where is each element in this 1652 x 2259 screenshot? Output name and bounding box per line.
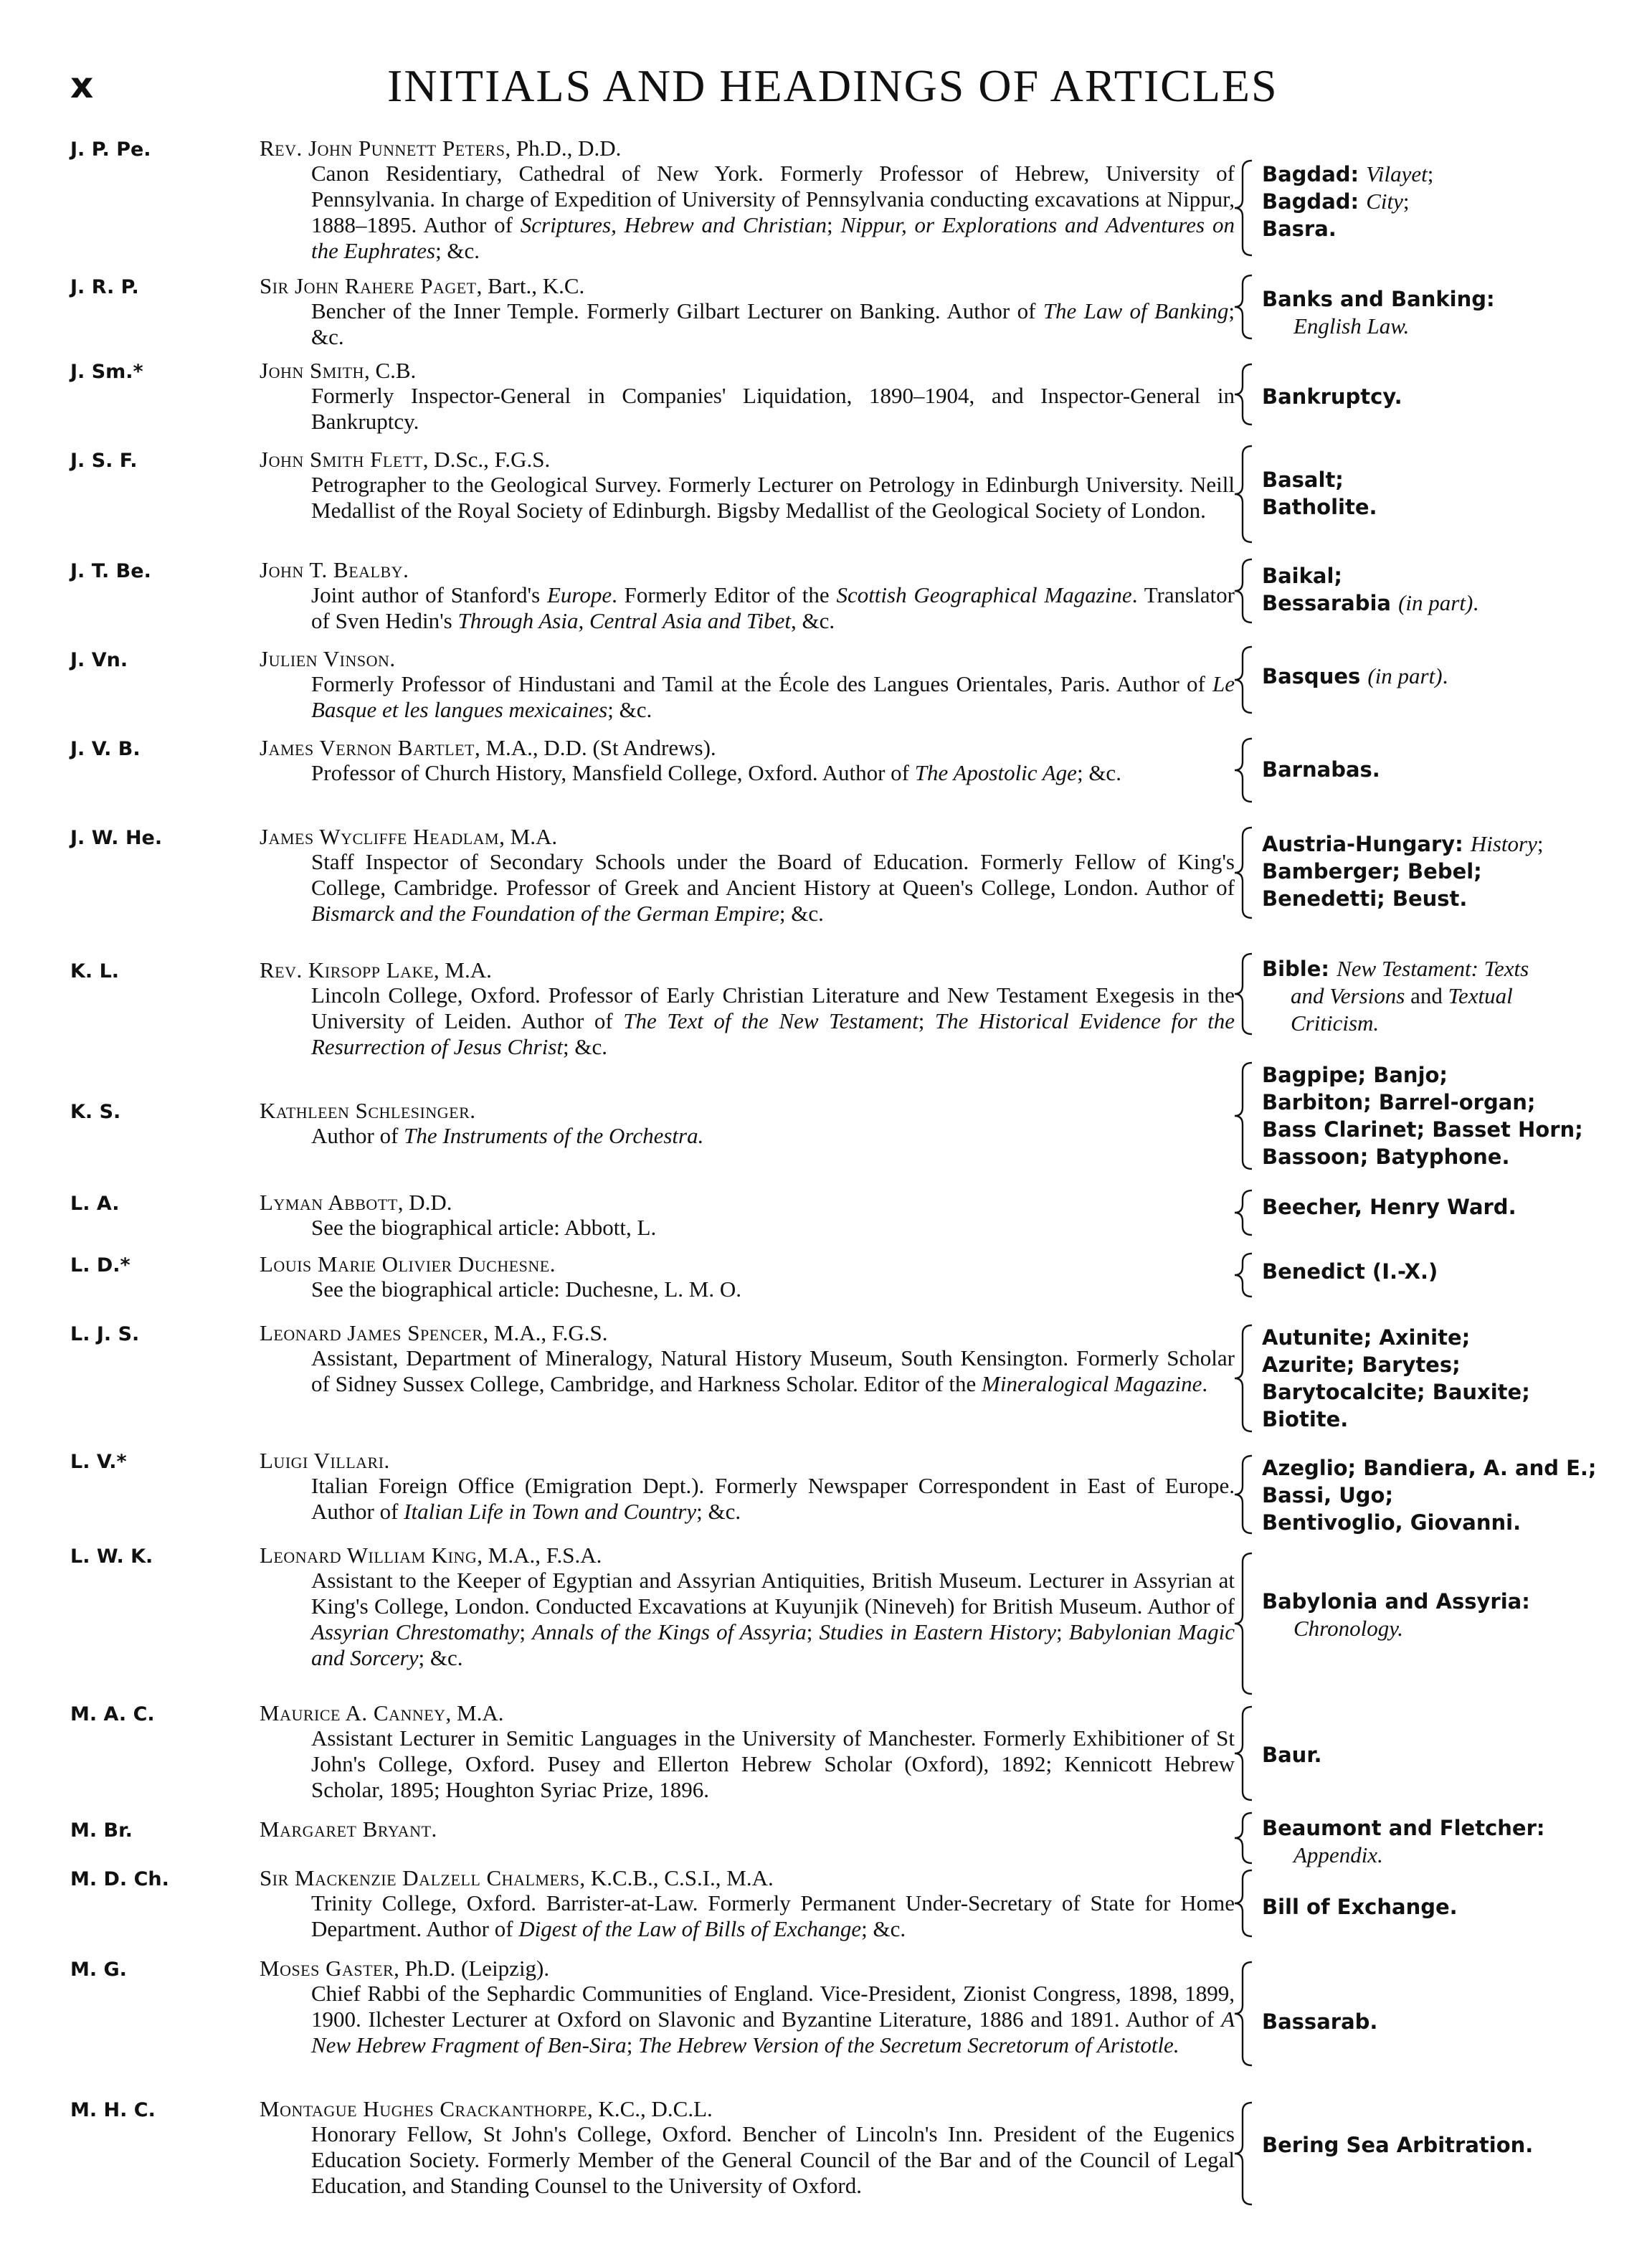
- author-suffix: , M.A., D.D. (St Andrews).: [474, 735, 716, 760]
- article-heading: Baur.: [1262, 1743, 1322, 1767]
- article-heading: Basques (in part).: [1262, 663, 1448, 688]
- author-line: [260, 1866, 1235, 1890]
- article-heading: Beaumont and Fletcher:: [1262, 1816, 1545, 1840]
- initials: J. S. F.: [70, 450, 138, 472]
- author-line: [260, 825, 1235, 849]
- author-line: [260, 1190, 1235, 1215]
- author-line: [260, 1321, 1235, 1345]
- brace-icon: [1232, 1454, 1259, 1538]
- article-heading: English Law.: [1293, 313, 1410, 338]
- article-heading: Bering Sea Arbitration.: [1262, 2133, 1534, 2157]
- author-prefix: Rev.: [260, 957, 309, 982]
- article-headings: [1262, 383, 1635, 410]
- author-suffix: .: [549, 1251, 556, 1277]
- article-heading: Barytocalcite; Bauxite;: [1262, 1380, 1530, 1404]
- author-name: John T. Bealby: [260, 557, 404, 582]
- author-name: Maurice A. Canney: [260, 1700, 446, 1725]
- article-heading: Bill of Exchange.: [1262, 1895, 1458, 1919]
- article-heading: Batholite.: [1262, 495, 1377, 519]
- author-description: Chief Rabbi of the Sephardic Communities of England. Vice-President, Zionist Congress, 1898, 1899, 1900. Ilchester Lecturer at Oxford on Slavonic and Byzantine Literature, 1886 and 1891. Author of A New Hebrew Fragment of Ben-Sira; The Hebrew Version of the Secretum Secretorum of Aristotle.: [311, 1981, 1235, 2057]
- article-heading: Bagpipe; Banjo;: [1262, 1063, 1448, 1087]
- work-title: Europe: [546, 582, 612, 607]
- brace-icon: [1232, 1812, 1259, 1868]
- author-line: [260, 359, 1235, 383]
- article-headings: [1262, 562, 1635, 617]
- brace-icon: [1232, 363, 1259, 430]
- article-heading: Bass Clarinet; Basset Horn;: [1262, 1117, 1583, 1142]
- author-suffix: , Ph.D., D.D.: [505, 136, 622, 161]
- work-title: Scriptures, Hebrew and Christian: [520, 212, 827, 237]
- article-heading: Basra.: [1262, 217, 1337, 241]
- author-name: Luigi Villari: [260, 1448, 384, 1473]
- work-title: The Historical Evidence for the Resurrection of Jesus Christ: [311, 1008, 1235, 1059]
- article-heading: Bessarabia (in part).: [1262, 590, 1479, 615]
- brace-icon: [1232, 1189, 1259, 1240]
- author-description: Author of The Instruments of the Orchestra.: [311, 1123, 704, 1148]
- article-heading: Bamberger; Bebel;: [1262, 859, 1482, 884]
- author-name: Montague Hughes Crackanthorpe: [260, 2096, 587, 2121]
- initials: L. J. S.: [70, 1323, 140, 1345]
- initials: J. W. He.: [70, 827, 163, 849]
- article-headings: [1262, 285, 1635, 340]
- page-number: x: [70, 65, 94, 106]
- work-title: Bismarck and the Foundation of the German Empire: [311, 901, 779, 926]
- article-headings: [1262, 1258, 1635, 1285]
- initials: L. A.: [70, 1193, 120, 1215]
- initials: J. Sm.*: [70, 361, 143, 383]
- initials: L. D.*: [70, 1254, 130, 1277]
- author-line: [260, 1543, 1235, 1568]
- article-headings: [1262, 663, 1635, 690]
- initials: K. S.: [70, 1101, 121, 1123]
- initials: M. G.: [70, 1959, 127, 1981]
- article-headings: [1262, 756, 1635, 783]
- article-heading: Bible: New Testament: Texts: [1262, 956, 1529, 981]
- author-description: Assistant Lecturer in Semitic Languages in the University of Manchester. Formerly Exhibitioner of St John's College, Oxford. Pusey and Ellerton Hebrew Scholar (Oxford), 1892; Kennicott Hebrew Scholar, 1895; Houghton Syriac Prize, 1896.: [311, 1725, 1235, 1802]
- author-name: Kathleen Schlesinger: [260, 1098, 470, 1123]
- author-description: Assistant, Department of Mineralogy, Natural History Museum, South Kensington. Formerly Scholar of Sidney Sussex College, Cambridge, and Harkness Scholar. Editor of the Mineralogical Magazine.: [311, 1345, 1235, 1396]
- author-description: Trinity College, Oxford. Barrister-at-Law. Formerly Permanent Under-Secretary of State for Home Department. Author of Digest of the Law of Bills of Exchange; &c.: [311, 1890, 1235, 1941]
- author-name: James Wycliffe Headlam: [260, 824, 500, 849]
- author-suffix: .: [470, 1098, 475, 1123]
- author-description: Formerly Inspector-General in Companies' Liquidation, 1890–1904, and Inspector-General in Bankruptcy.: [311, 383, 1235, 434]
- author-suffix: , D.Sc., F.G.S.: [422, 447, 551, 472]
- article-heading: Babylonia and Assyria:: [1262, 1589, 1530, 1614]
- author-name: Moses Gaster: [260, 1956, 394, 1981]
- article-heading: Appendix.: [1293, 1842, 1383, 1867]
- author-description: Petrographer to the Geological Survey. Formerly Lecturer on Petrology in Edinburgh University. Neill Medallist of the Royal Society of Edinburgh. Bigsby Medallist of the Geological Society of London.: [311, 472, 1235, 523]
- brace-icon: [1232, 2101, 1259, 2210]
- brace-icon: [1232, 1552, 1259, 1699]
- author-name: John Rahere Paget: [295, 273, 477, 298]
- article-headings: [1262, 1588, 1635, 1642]
- work-title: Annals of the Kings of Assyria: [532, 1619, 807, 1644]
- author-line: [260, 647, 1235, 671]
- brace-icon: [1232, 445, 1259, 547]
- author-name: John Smith Flett: [260, 447, 423, 472]
- article-headings: [1262, 1061, 1635, 1170]
- brace-icon: [1232, 737, 1259, 807]
- author-suffix: , M.A.: [445, 1700, 504, 1725]
- article-heading: Biotite.: [1262, 1407, 1349, 1431]
- author-line: [260, 736, 1235, 760]
- article-heading: Basalt;: [1262, 468, 1344, 492]
- author-name: Lyman Abbott: [260, 1190, 398, 1215]
- article-heading: Bagdad: City;: [1262, 189, 1410, 214]
- author-name: John Punnett Peters: [308, 136, 505, 161]
- author-name: Margaret Bryant: [260, 1817, 432, 1842]
- article-heading: Criticism.: [1291, 1010, 1380, 1036]
- author-description: Lincoln College, Oxford. Professor of Early Christian Literature and New Testament Exegesis in the University of Leiden. Author of The Text of the New Testament; The Historical Evidence for the Resurrection of Jesus Christ; &c.: [311, 982, 1235, 1059]
- work-title: A New Hebrew Fragment of Ben-Sira: [311, 2007, 1235, 2057]
- initials: L. V.*: [70, 1451, 127, 1473]
- author-suffix: , M.A.: [433, 957, 492, 982]
- author-description: See the biographical article: Abbott, L.: [311, 1215, 657, 1240]
- article-heading: Bentivoglio, Giovanni.: [1262, 1510, 1522, 1535]
- article-heading: Azurite; Barytes;: [1262, 1353, 1461, 1377]
- article-headings: [1262, 2008, 1635, 2035]
- work-title: Mineralogical Magazine: [982, 1371, 1202, 1396]
- initials: L. W. K.: [70, 1545, 153, 1568]
- author-suffix: , M.A., F.G.S.: [483, 1320, 608, 1345]
- work-title: The Law of Banking: [1043, 298, 1229, 323]
- brace-icon: [1232, 645, 1259, 718]
- author-description: Honorary Fellow, St John's College, Oxford. Bencher of Lincoln's Inn. President of the Eugenics Education Society. Formerly Member of the General Council of the Bar and of the Council of Legal Education, and Standing Counsel to the University of Oxford.: [311, 2121, 1235, 2198]
- author-suffix: .: [403, 557, 409, 582]
- author-line: [260, 1099, 1235, 1123]
- article-heading: Benedict (I.-X.): [1262, 1259, 1438, 1284]
- initials: J. Vn.: [70, 649, 128, 671]
- work-title: The Instruments of the Orchestra.: [404, 1123, 704, 1148]
- author-description: Formerly Professor of Hindustani and Tamil at the École des Langues Orientales, Paris. Author of Le Basque et les langues mexicaines; &c.: [311, 671, 1235, 722]
- author-suffix: .: [389, 646, 396, 671]
- brace-icon: [1232, 1252, 1259, 1302]
- author-description: See the biographical article: Duchesne, L. M. O.: [311, 1277, 741, 1302]
- author-line: [260, 1817, 1235, 1842]
- article-headings: [1262, 830, 1635, 912]
- work-title: Studies in Eastern History: [819, 1619, 1056, 1644]
- article-heading: Azeglio; Bandiera, A. and E.;: [1262, 1456, 1597, 1480]
- author-suffix: , Ph.D. (Leipzig).: [394, 1956, 550, 1981]
- initials: M. Br.: [70, 1819, 133, 1842]
- author-description: Professor of Church History, Mansfield College, Oxford. Author of The Apostolic Age; &c.: [311, 760, 1121, 785]
- initials: M. A. C.: [70, 1703, 155, 1725]
- author-description: Bencher of the Inner Temple. Formerly Gilbart Lecturer on Banking. Author of The Law of Banking; &c.: [311, 298, 1235, 349]
- author-suffix: .: [384, 1448, 390, 1473]
- article-heading: and Versions and Textual: [1291, 983, 1513, 1008]
- work-title: Nippur, or Explorations and Adventures on the Euphrates: [311, 212, 1235, 263]
- work-title: Le Basque et les langues mexicaines: [311, 671, 1235, 722]
- author-line: [260, 2097, 1235, 2121]
- author-line: [260, 1449, 1235, 1473]
- author-description: Canon Residentiary, Cathedral of New York. Formerly Professor of Hebrew, University of Pennsylvania. In charge of Expedition of University of Pennsylvania conducting excavations at Nippur, 1888–1895. Author of Scriptures, Hebrew and Christian; Nippur, or Explorations and Adventures on the Euphrates; &c.: [311, 161, 1235, 263]
- author-suffix: , C.B.: [364, 358, 417, 383]
- article-headings: [1262, 1193, 1635, 1221]
- work-title: Assyrian Chrestomathy: [311, 1619, 520, 1644]
- author-name: Leonard James Spencer: [260, 1320, 483, 1345]
- brace-icon: [1232, 826, 1259, 923]
- article-heading: Benedetti; Beust.: [1262, 886, 1468, 911]
- brace-icon: [1232, 952, 1259, 1039]
- article-heading: Bassi, Ugo;: [1262, 1483, 1394, 1507]
- author-name: Kirsopp Lake: [308, 957, 434, 982]
- work-title: Digest of the Law of Bills of Exchange: [518, 1916, 862, 1941]
- initials: J. R. P.: [70, 276, 139, 298]
- page-title: INITIALS AND HEADINGS OF ARTICLES: [387, 60, 1278, 111]
- author-line: [260, 1252, 1235, 1277]
- author-suffix: , M.A.: [499, 824, 558, 849]
- author-prefix: Sir: [260, 1865, 295, 1890]
- initials: J. P. Pe.: [70, 138, 151, 161]
- author-prefix: Sir: [260, 273, 295, 298]
- author-description: Staff Inspector of Secondary Schools under the Board of Education. Formerly Fellow of King's College, Cambridge. Professor of Greek and Ancient History at Queen's College, London. Author of Bismarck and the Foundation of the German Empire; &c.: [311, 849, 1235, 926]
- author-suffix: , K.C.B., C.S.I., M.A.: [579, 1865, 774, 1890]
- article-heading: Bagdad: Vilayet;: [1262, 161, 1434, 186]
- work-title: Through Asia, Central Asia and Tibet: [457, 608, 791, 633]
- article-heading: Bassarab.: [1262, 2009, 1378, 2034]
- initials: J. V. B.: [70, 738, 141, 760]
- author-line: [260, 958, 1235, 982]
- work-title: Italian Life in Town and Country: [404, 1499, 697, 1524]
- author-suffix: , M.A., F.S.A.: [477, 1543, 602, 1568]
- author-name: James Vernon Bartlet: [260, 735, 475, 760]
- author-line: [260, 447, 1235, 472]
- author-suffix: , Bart., K.C.: [476, 273, 585, 298]
- article-headings: [1262, 1324, 1635, 1433]
- article-headings: [1262, 1454, 1635, 1536]
- article-headings: [1262, 1741, 1635, 1768]
- article-heading: Chronology.: [1293, 1616, 1404, 1641]
- author-name: Julien Vinson: [260, 646, 390, 671]
- initials: M. H. C.: [70, 2099, 156, 2121]
- author-name: Mackenzie Dalzell Chalmers: [295, 1865, 580, 1890]
- article-headings: [1262, 161, 1635, 242]
- article-heading: Beecher, Henry Ward.: [1262, 1195, 1516, 1219]
- brace-icon: [1232, 274, 1259, 344]
- initials: J. T. Be.: [70, 560, 151, 582]
- initials: M. D. Ch.: [70, 1868, 169, 1890]
- article-heading: Barnabas.: [1262, 757, 1380, 782]
- brace-icon: [1232, 1061, 1259, 1174]
- author-line: [260, 1956, 1235, 1981]
- author-line: [260, 274, 1235, 298]
- article-headings: [1262, 1814, 1635, 1869]
- article-heading: Bankruptcy.: [1262, 384, 1402, 409]
- article-heading: Barbiton; Barrel-organ;: [1262, 1090, 1536, 1114]
- author-suffix: .: [431, 1817, 437, 1842]
- initials: K. L.: [70, 960, 120, 982]
- work-title: Babylonian Magic and Sorcery: [311, 1619, 1235, 1670]
- work-title: The Text of the New Testament: [623, 1008, 918, 1033]
- article-heading: Baikal;: [1262, 564, 1343, 588]
- author-suffix: , D.D.: [397, 1190, 452, 1215]
- author-description: Italian Foreign Office (Emigration Dept.). Formerly Newspaper Correspondent in East of Europe. Author of Italian Life in Town and Country; &c.: [311, 1473, 1235, 1524]
- work-title: Scottish Geographical Magazine: [836, 582, 1132, 607]
- author-name: Leonard William King: [260, 1543, 478, 1568]
- brace-icon: [1232, 1705, 1259, 1805]
- author-name: Louis Marie Olivier Duchesne: [260, 1251, 550, 1277]
- brace-icon: [1232, 558, 1259, 628]
- author-line: [260, 136, 1235, 161]
- article-heading: Autunite; Axinite;: [1262, 1325, 1471, 1350]
- article-headings: [1262, 466, 1635, 521]
- article-headings: [1262, 1893, 1635, 1921]
- article-heading: Banks and Banking:: [1262, 287, 1495, 311]
- work-title: The Hebrew Version of the Secretum Secretorum of Aristotle.: [638, 2032, 1179, 2057]
- brace-icon: [1232, 1869, 1259, 1941]
- author-description: Joint author of Stanford's Europe. Formerly Editor of the Scottish Geographical Magazine. Translator of Sven Hedin's Through Asia, Central Asia and Tibet, &c.: [311, 582, 1235, 633]
- author-suffix: , K.C., D.C.L.: [587, 2096, 713, 2121]
- author-name: John Smith: [260, 358, 364, 383]
- brace-icon: [1232, 1961, 1259, 2070]
- brace-icon: [1232, 1324, 1259, 1436]
- article-heading: Austria-Hungary: History;: [1262, 831, 1544, 856]
- article-headings: [1262, 955, 1635, 1037]
- author-line: [260, 1701, 1235, 1725]
- author-line: [260, 558, 1235, 582]
- article-heading: Bassoon; Batyphone.: [1262, 1145, 1510, 1169]
- work-title: The Apostolic Age: [914, 760, 1077, 785]
- author-prefix: Rev.: [260, 136, 309, 161]
- author-description: Assistant to the Keeper of Egyptian and Assyrian Antiquities, British Museum. Lecturer in Assyrian at King's College, London. Conducted Excavations at Kuyunjik (Nineveh) for British Museum. Author of Assyrian Chrestomathy; Annals of the Kings of Assyria; Studies in Eastern History; Babylonian Magic and Sorcery; &c.: [311, 1568, 1235, 1670]
- article-headings: [1262, 2131, 1635, 2159]
- brace-icon: [1232, 159, 1259, 260]
